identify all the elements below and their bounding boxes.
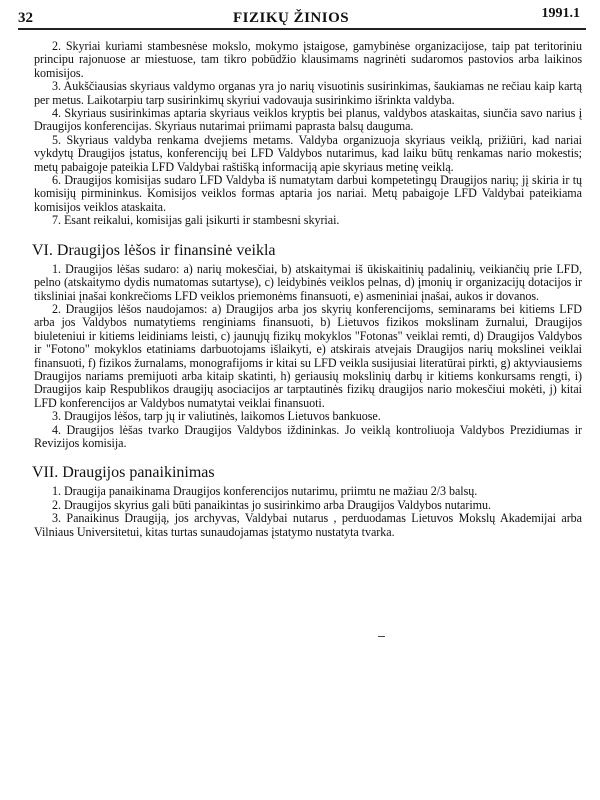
paragraph-v-5: 5. Skyriaus valdyba renkama dvejiems metams. Valdyba organizuoja skyriaus veiklą, prižiūri, kad nariai vykdytų Draugijos įstatus, konferencijų bei LFD Valdybos nutarimus, kad laiku būtų renkamas nario mokestis; metų pabaigoje pateikia LFD Valdybai raštišką informaciją apie skyriaus metinę veiklą. [34, 132, 582, 174]
section-heading-vii: VII. Draugijos panaikinimas [32, 464, 215, 482]
paragraph-vi-4: 4. Draugijos lėšas tvarko Draugijos Valdybos iždininkas. Jo veiklą kontroliuoja Valdybos Prezidiumas ir Revizijos komisija. [34, 422, 582, 450]
section-heading-vi: VI. Draugijos lėšos ir finansinė veikla [32, 241, 276, 259]
paragraph-v-4: 4. Skyriaus susirinkimas aptaria skyriaus veiklos kryptis bei planus, valdybos ataskaitas, siunčia savo narius į Draugijos konferencijas. Skyriaus nutarimai priimami paprasta balsų dauguma. [34, 106, 582, 134]
paragraph-vii-3: 3. Panaikinus Draugiją, jos archyvas, Valdybai nutarus , perduodamas Lietuvos Mokslų Akademijai arba Vilniaus Universitetui, kitas turtas sunaudojamas įstatymo nustatyta tvarka. [34, 511, 582, 539]
header-rule [18, 28, 586, 30]
issue-number: 1991.1 [541, 6, 580, 21]
page-number: 32 [18, 10, 33, 26]
paragraph-vi-1: 1. Draugijos lėšas sudaro: a) narių mokesčiai, b) atskaitymai iš ūkiskaitinių padalinių, veikiančių prie LFD, pelno (atskaitymo dydis numatomas sutartyse), c) leidybinės veiklos pelnas, d) įmonių ir organizacijų dotacijos ir tiksliniai įnašai konkrečioms LFD veiklos priemonėms finansuoti, e) asmeniniai įnašai, aukos ir dovanos. [34, 261, 582, 303]
stray-mark [378, 636, 385, 637]
paragraph-v-3: 3. Aukščiausias skyriaus valdymo organas yra jo narių visuotinis susirinkimas, šaukiamas ne rečiau kaip kartą per metus. Laikotarpiu tarp susirinkimų skyriui vadovauja susirinkimo išrinkta valdyba. [34, 79, 582, 107]
paragraph-v-6: 6. Draugijos komisijas sudaro LFD Valdyba iš numatytam darbui kompetetingų Draugijos narių; jį skiria ir tų komisijų pirmininkus. Komisijos veiklos formas aptaria jos nariai. Metų pabaigoje LFD Valdybai pateikiama komisijos veiklos ataskaita. [34, 173, 582, 214]
paragraph-v-7: 7. Esant reikalui, komisijas gali įsikurti ir stambesni skyriai. [52, 213, 340, 228]
paragraph-vii-2: 2. Draugijos skyrius gali būti panaikintas jo susirinkimo arba Draugijos Valdybos nutarimu. [52, 497, 491, 512]
paragraph-vi-2: 2. Draugijos lėšos naudojamos: a) Draugijos arba jos skyrių konferencijoms, seminarams bei kitiems LFD arba jos Valdybos numatytiems renginiams finansuoti, b) Lietuvos fizikos mokslinam žurnalui, Draugijos biuleteniui ir kitiems leidiniams leisti, c) jaunųjų fizikų mokyklos "Fotonas" veiklai remti, d) Draugijos Valdybos ir "Fotono" mokyklos etatiniams darbuotojams išlaikyti, e) atskirais atvejais Draugijos narių mokslinei veiklai finansuoti, f) fizikos žurnalams, monografijoms ir kitai su LFD veikla susijusiai literatūrai pirkti, g) aktyviausiems Draugijos nariams premijuoti arba kitaip skatinti, h) geriausių mokslinių darbų ir kitiems konkursams rengti, i) Draugijos kaip Respublikos draugijų asociacijos ar tarptautinės fizikų draugijos nario mokesčiui mokėti, j) kitai LFD konferencijos ar Valdybos numatytai veiklai finansuoti. [34, 301, 582, 410]
journal-title: FIZIKŲ ŽINIOS [233, 10, 350, 26]
paragraph-vii-1: 1. Draugija panaikinama Draugijos konferencijos nutarimu, priimtu ne mažiau 2/3 balsų. [52, 484, 478, 499]
paragraph-v-2: 2. Skyriai kuriami stambesnėse mokslo, mokymo įstaigose, gamybinėse organizacijose, taip pat teritoriniu principu rajonuose ar miestuose, tam tikro pobūdžio klausimams nagrinėti sudaromos pastovios arba laikinos komisijos. [34, 39, 582, 80]
running-header [18, 6, 588, 28]
paragraph-vi-3: 3. Draugijos lėšos, tarp jų ir valiutinės, laikomos Lietuvos bankuose. [52, 409, 381, 424]
article-body [34, 40, 582, 539]
